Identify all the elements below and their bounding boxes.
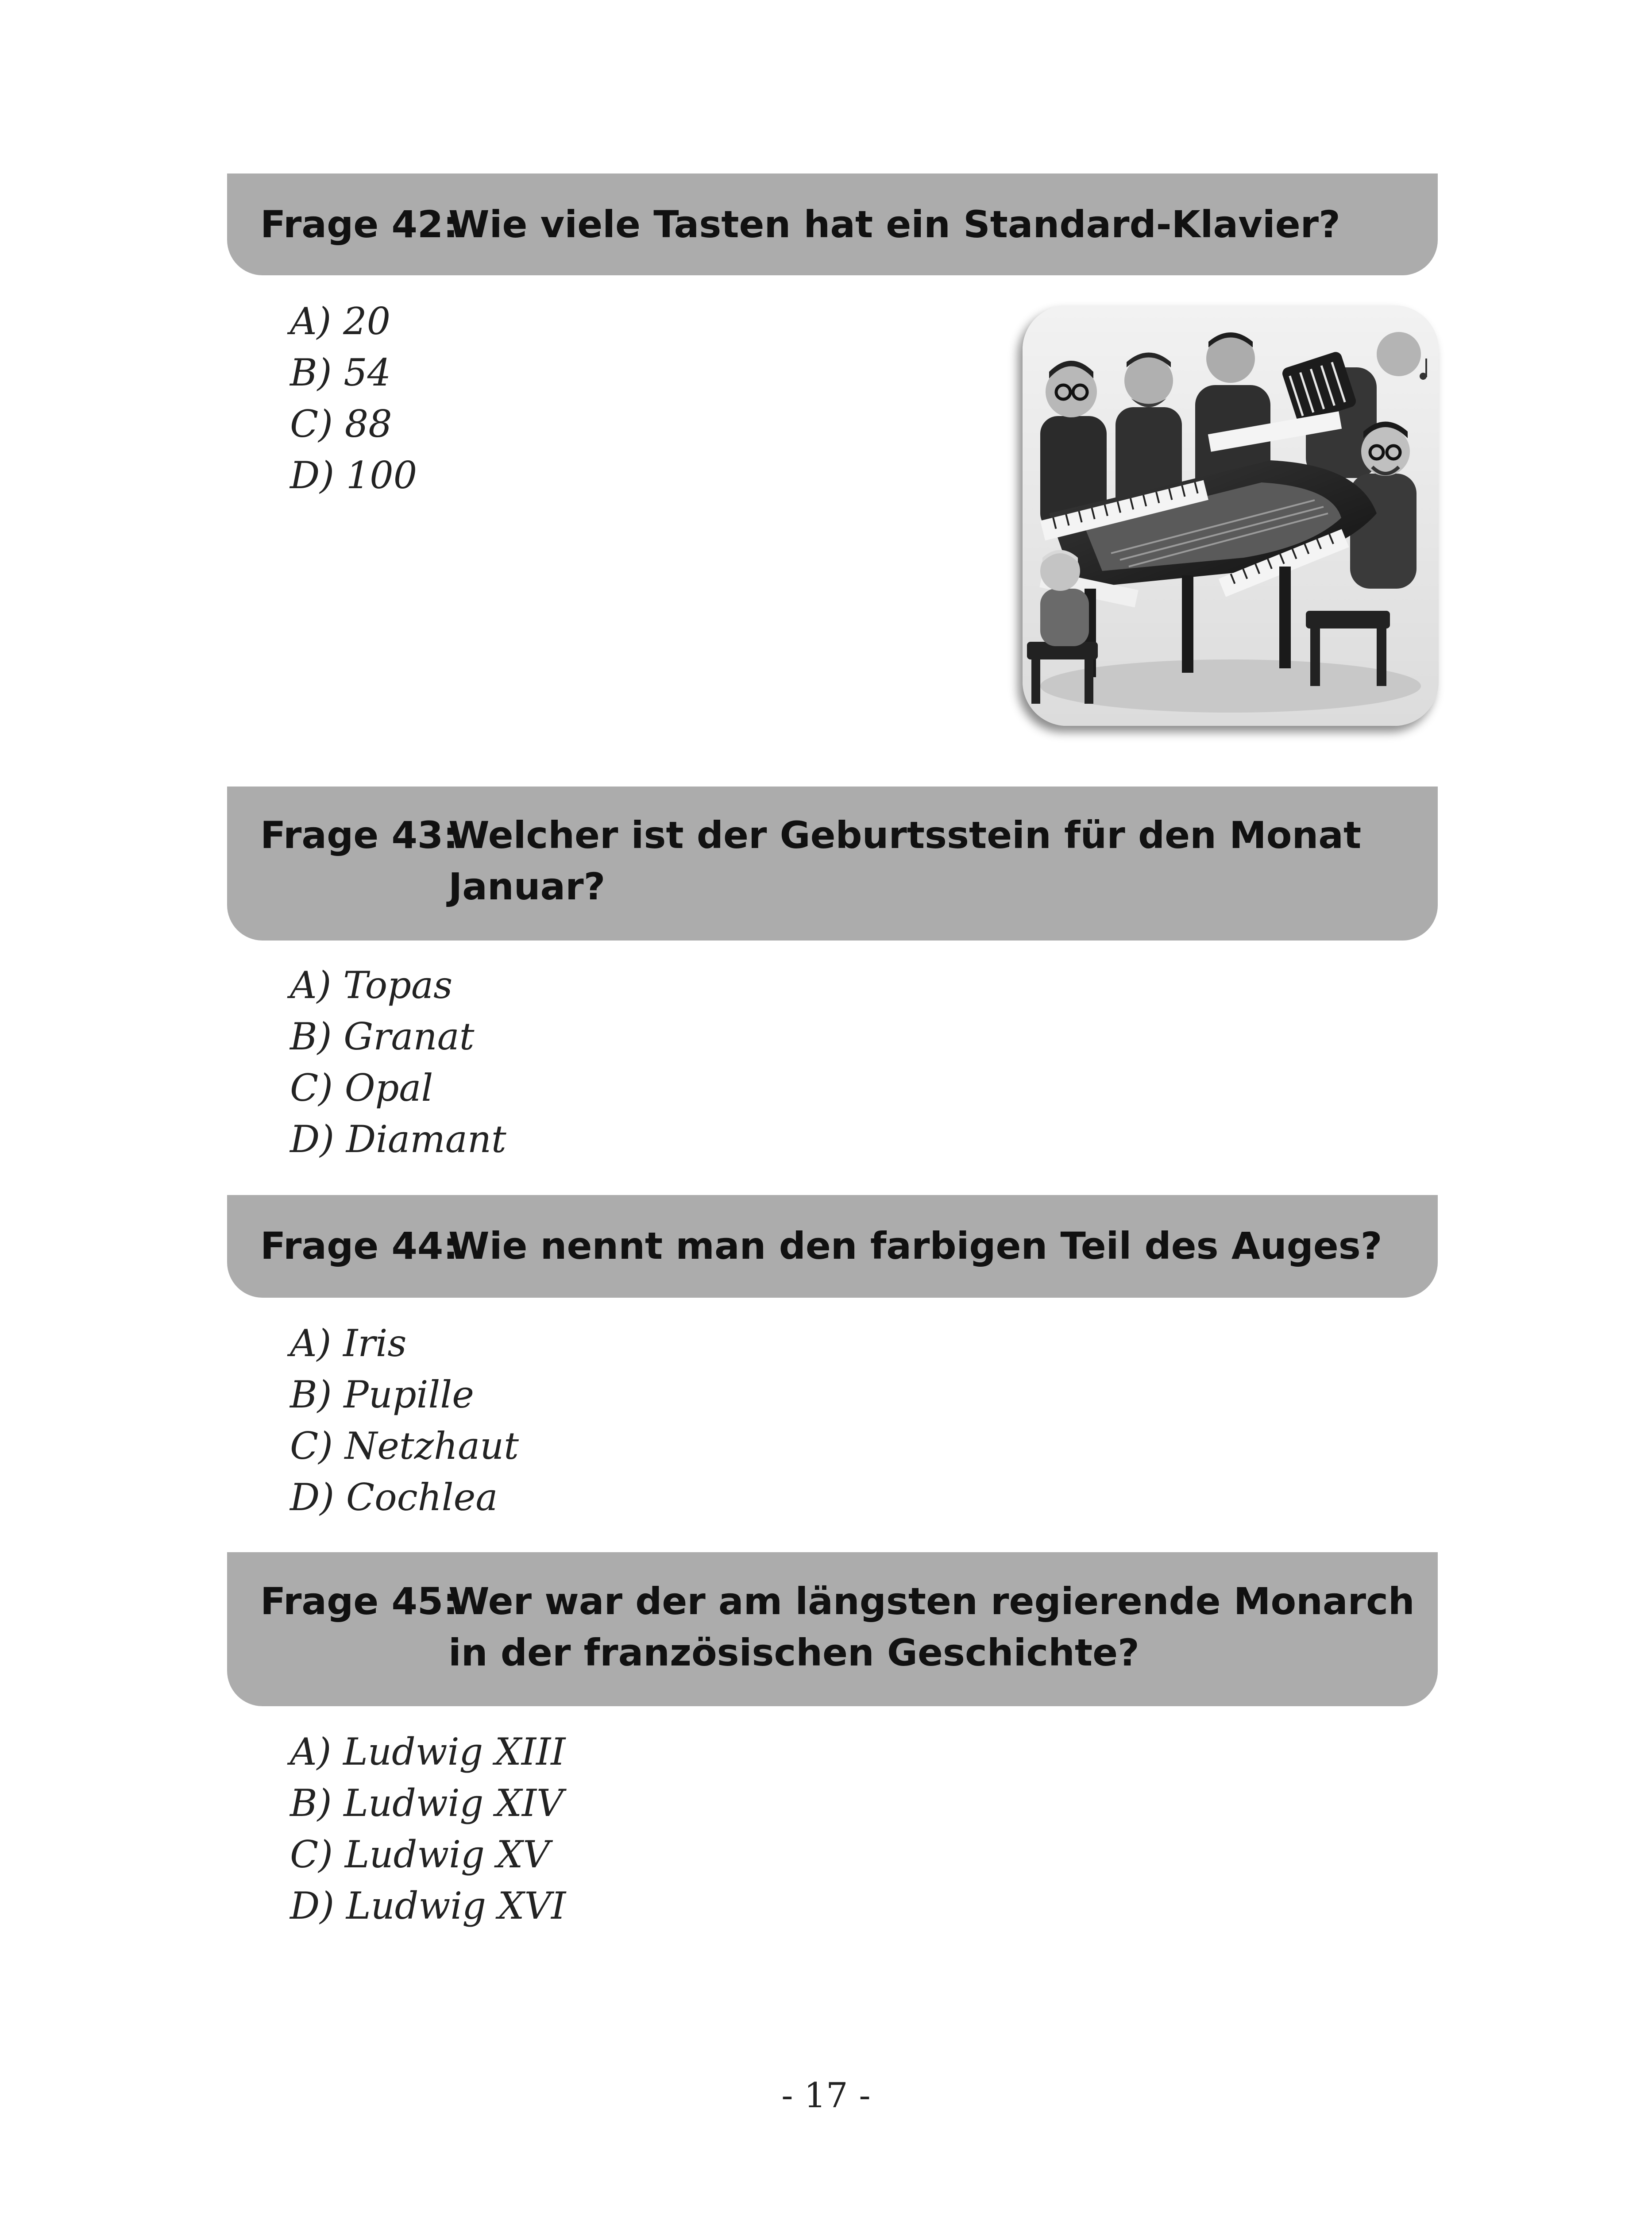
answer-option: A) Topas bbox=[290, 964, 453, 1007]
answer-list-42 bbox=[290, 296, 417, 501]
answer-option: B) Granat bbox=[290, 1015, 475, 1058]
question-line: Wie nennt man den farbigen Teil des Auges? bbox=[448, 1224, 1382, 1268]
question-line: Welcher ist der Geburtsstein für den Monat bbox=[448, 813, 1362, 857]
question-header-44 bbox=[227, 1195, 1438, 1298]
answer-option: C) 88 bbox=[290, 402, 392, 446]
answer-option: C) Ludwig XV bbox=[290, 1833, 550, 1876]
answer-option: A) Ludwig XIII bbox=[290, 1730, 566, 1773]
page-number: - 17 - bbox=[781, 2076, 871, 2116]
answer-list-44 bbox=[290, 1318, 519, 1523]
question-line: Wie viele Tasten hat ein Standard-Klavier? bbox=[448, 203, 1340, 246]
piano-players-illustration bbox=[1023, 305, 1439, 726]
question-text-42 bbox=[260, 199, 1340, 250]
question-text-43 bbox=[260, 810, 1361, 912]
answer-list-43 bbox=[290, 960, 506, 1165]
answer-option: D) Cochlea bbox=[290, 1476, 498, 1519]
answer-list-45 bbox=[290, 1726, 566, 1932]
question-header-43 bbox=[227, 787, 1438, 941]
question-header-45 bbox=[227, 1552, 1438, 1706]
question-number: Frage 42: bbox=[260, 203, 458, 246]
question-line: Wer war der am längsten regierende Monarch bbox=[448, 1580, 1415, 1623]
piano-scene-image bbox=[1023, 305, 1439, 726]
answer-option: A) 20 bbox=[290, 300, 391, 343]
question-text-45 bbox=[260, 1576, 1415, 1678]
question-number: Frage 43: bbox=[260, 813, 458, 857]
answer-option: B) Pupille bbox=[290, 1373, 474, 1416]
answer-option: C) Opal bbox=[290, 1066, 433, 1110]
answer-option: C) Netzhaut bbox=[290, 1424, 519, 1468]
question-text-44 bbox=[260, 1220, 1382, 1272]
question-line: Januar? bbox=[448, 865, 606, 908]
answer-option: D) 100 bbox=[290, 454, 417, 497]
answer-option: B) 54 bbox=[290, 351, 391, 394]
answer-option: A) Iris bbox=[290, 1322, 407, 1365]
question-number: Frage 44: bbox=[260, 1224, 458, 1268]
question-number: Frage 45: bbox=[260, 1580, 458, 1623]
answer-option: B) Ludwig XIV bbox=[290, 1781, 564, 1825]
question-line: in der französischen Geschichte? bbox=[448, 1631, 1139, 1674]
question-header-42 bbox=[227, 173, 1438, 275]
answer-option: D) Diamant bbox=[290, 1118, 506, 1161]
answer-option: D) Ludwig XVI bbox=[290, 1884, 566, 1928]
